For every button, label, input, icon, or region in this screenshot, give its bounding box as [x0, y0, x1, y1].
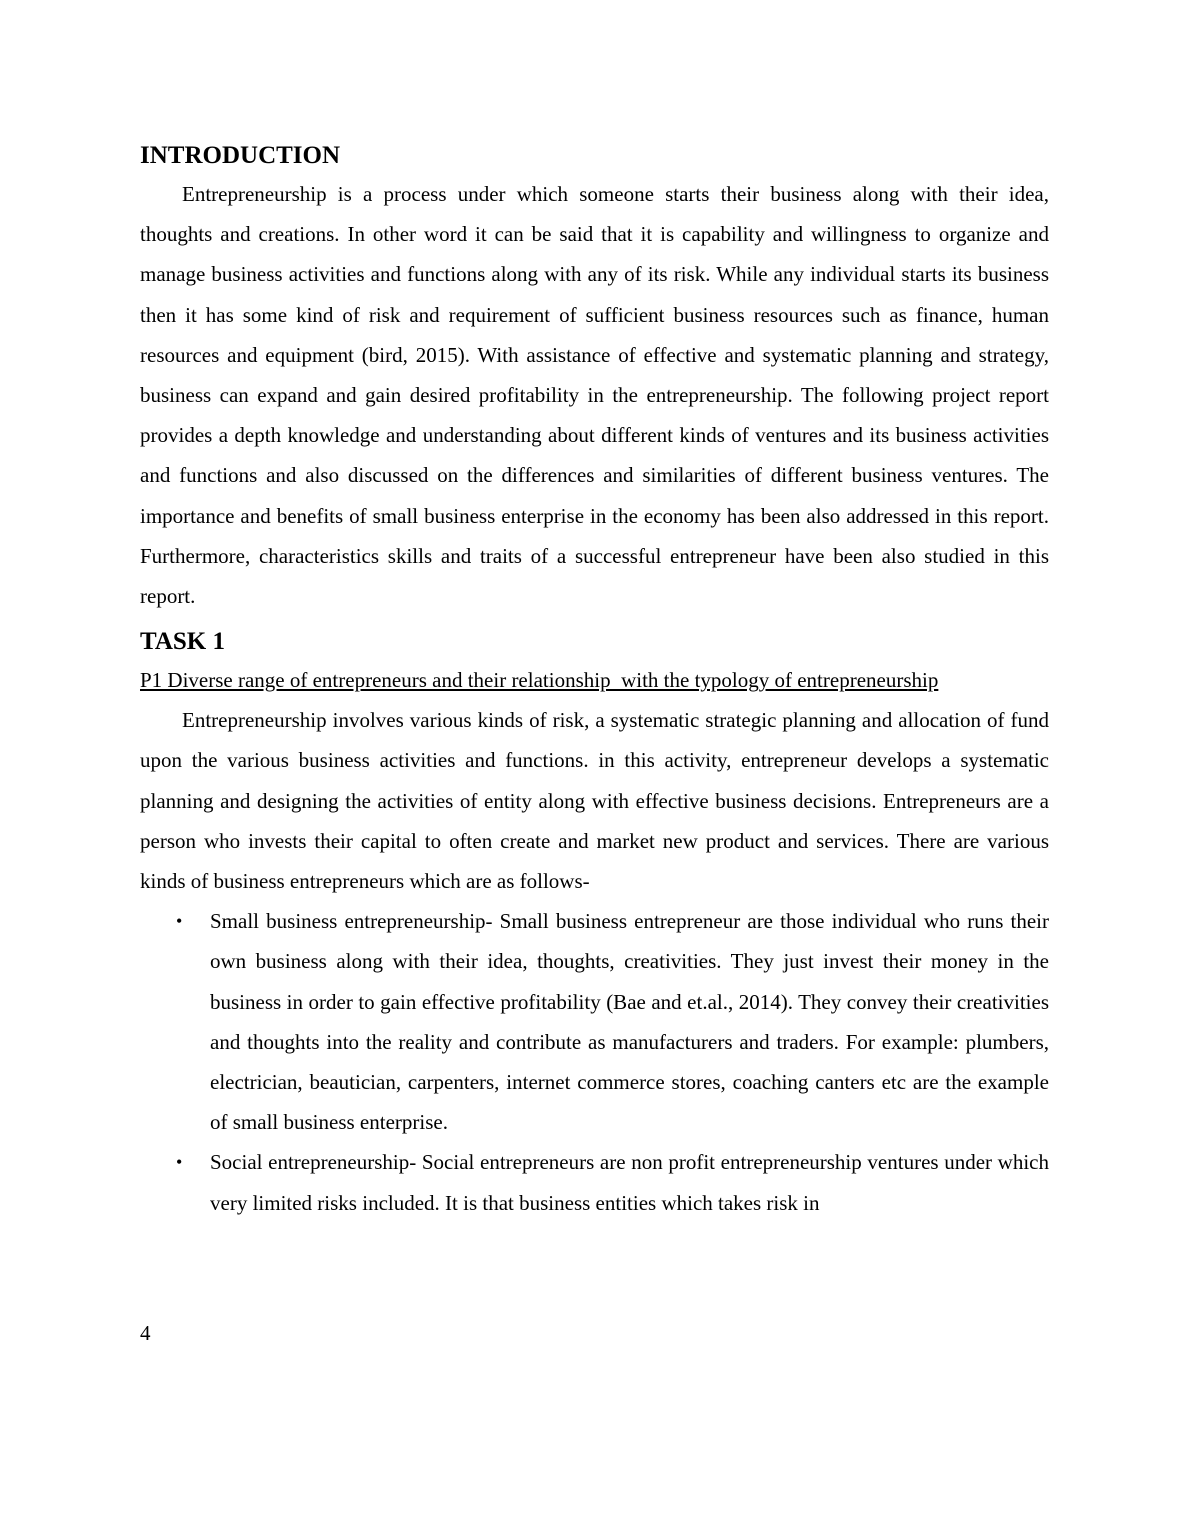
entrepreneur-types-list: [140, 901, 1049, 1223]
list-item-text: Social entrepreneurship- Social entrepreneurs are non profit entrepreneurship ventures under which very limited risks included. It is that business entities which takes risk in: [210, 1150, 1049, 1215]
page-content: [140, 138, 1049, 1223]
list-item-social: [140, 1142, 1049, 1222]
task1-heading: TASK 1: [140, 628, 225, 656]
task1-paragraph: Entrepreneurship involves various kinds of risk, a systematic strategic planning and allocation of fund upon the various business activities and functions. in this activity, entrepreneur develops a systematic planning and designing the activities of entity along with effective business decisions. Entrepreneurs are a person who invests their capital to often create and market new product and services. There are various kinds of business entrepreneurs which are as follows-: [140, 708, 1049, 894]
task1-subheading: P1 Diverse range of entrepreneurs and their relationship with the typology of entrepreneurship: [140, 668, 939, 693]
bullet-icon: •: [176, 911, 183, 932]
page-number: 4: [140, 1321, 151, 1345]
introduction-heading: INTRODUCTION: [140, 142, 341, 169]
introduction-paragraph: Entrepreneurship is a process under which someone starts their business along with their idea, thoughts and creations. In other word it can be said that it is capability and willingness to organize and manage business activities and functions along with any of its risk. While any individual starts its business then it has some kind of risk and requirement of sufficient business resources such as finance, human resources and equipment (bird, 2015). With assistance of effective and systematic planning and strategy, business can expand and gain desired profitability in the entrepreneurship. The following project report provides a depth knowledge and understanding about different kinds of ventures and its business activities and functions and also discussed on the differences and similarities of different business ventures. The importance and benefits of small business enterprise in the economy has been also addressed in this report. Furthermore, characteristics skills and traits of a successful entrepreneur have been also studied in this report.: [140, 182, 1049, 609]
list-item-small-business: [140, 901, 1049, 1142]
list-item-text: Small business entrepreneurship- Small business entrepreneur are those individual who runs their own business along with their idea, thoughts, creativities. They just invest their money in the business in order to gain effective profitability (Bae and et.al., 2014). They convey their creativities and thoughts into the reality and contribute as manufacturers and traders. For example: plumbers, electrician, beautician, carpenters, internet commerce stores, coaching canters etc are the example of small business enterprise.: [210, 909, 1049, 1135]
bullet-icon: •: [176, 1152, 183, 1173]
